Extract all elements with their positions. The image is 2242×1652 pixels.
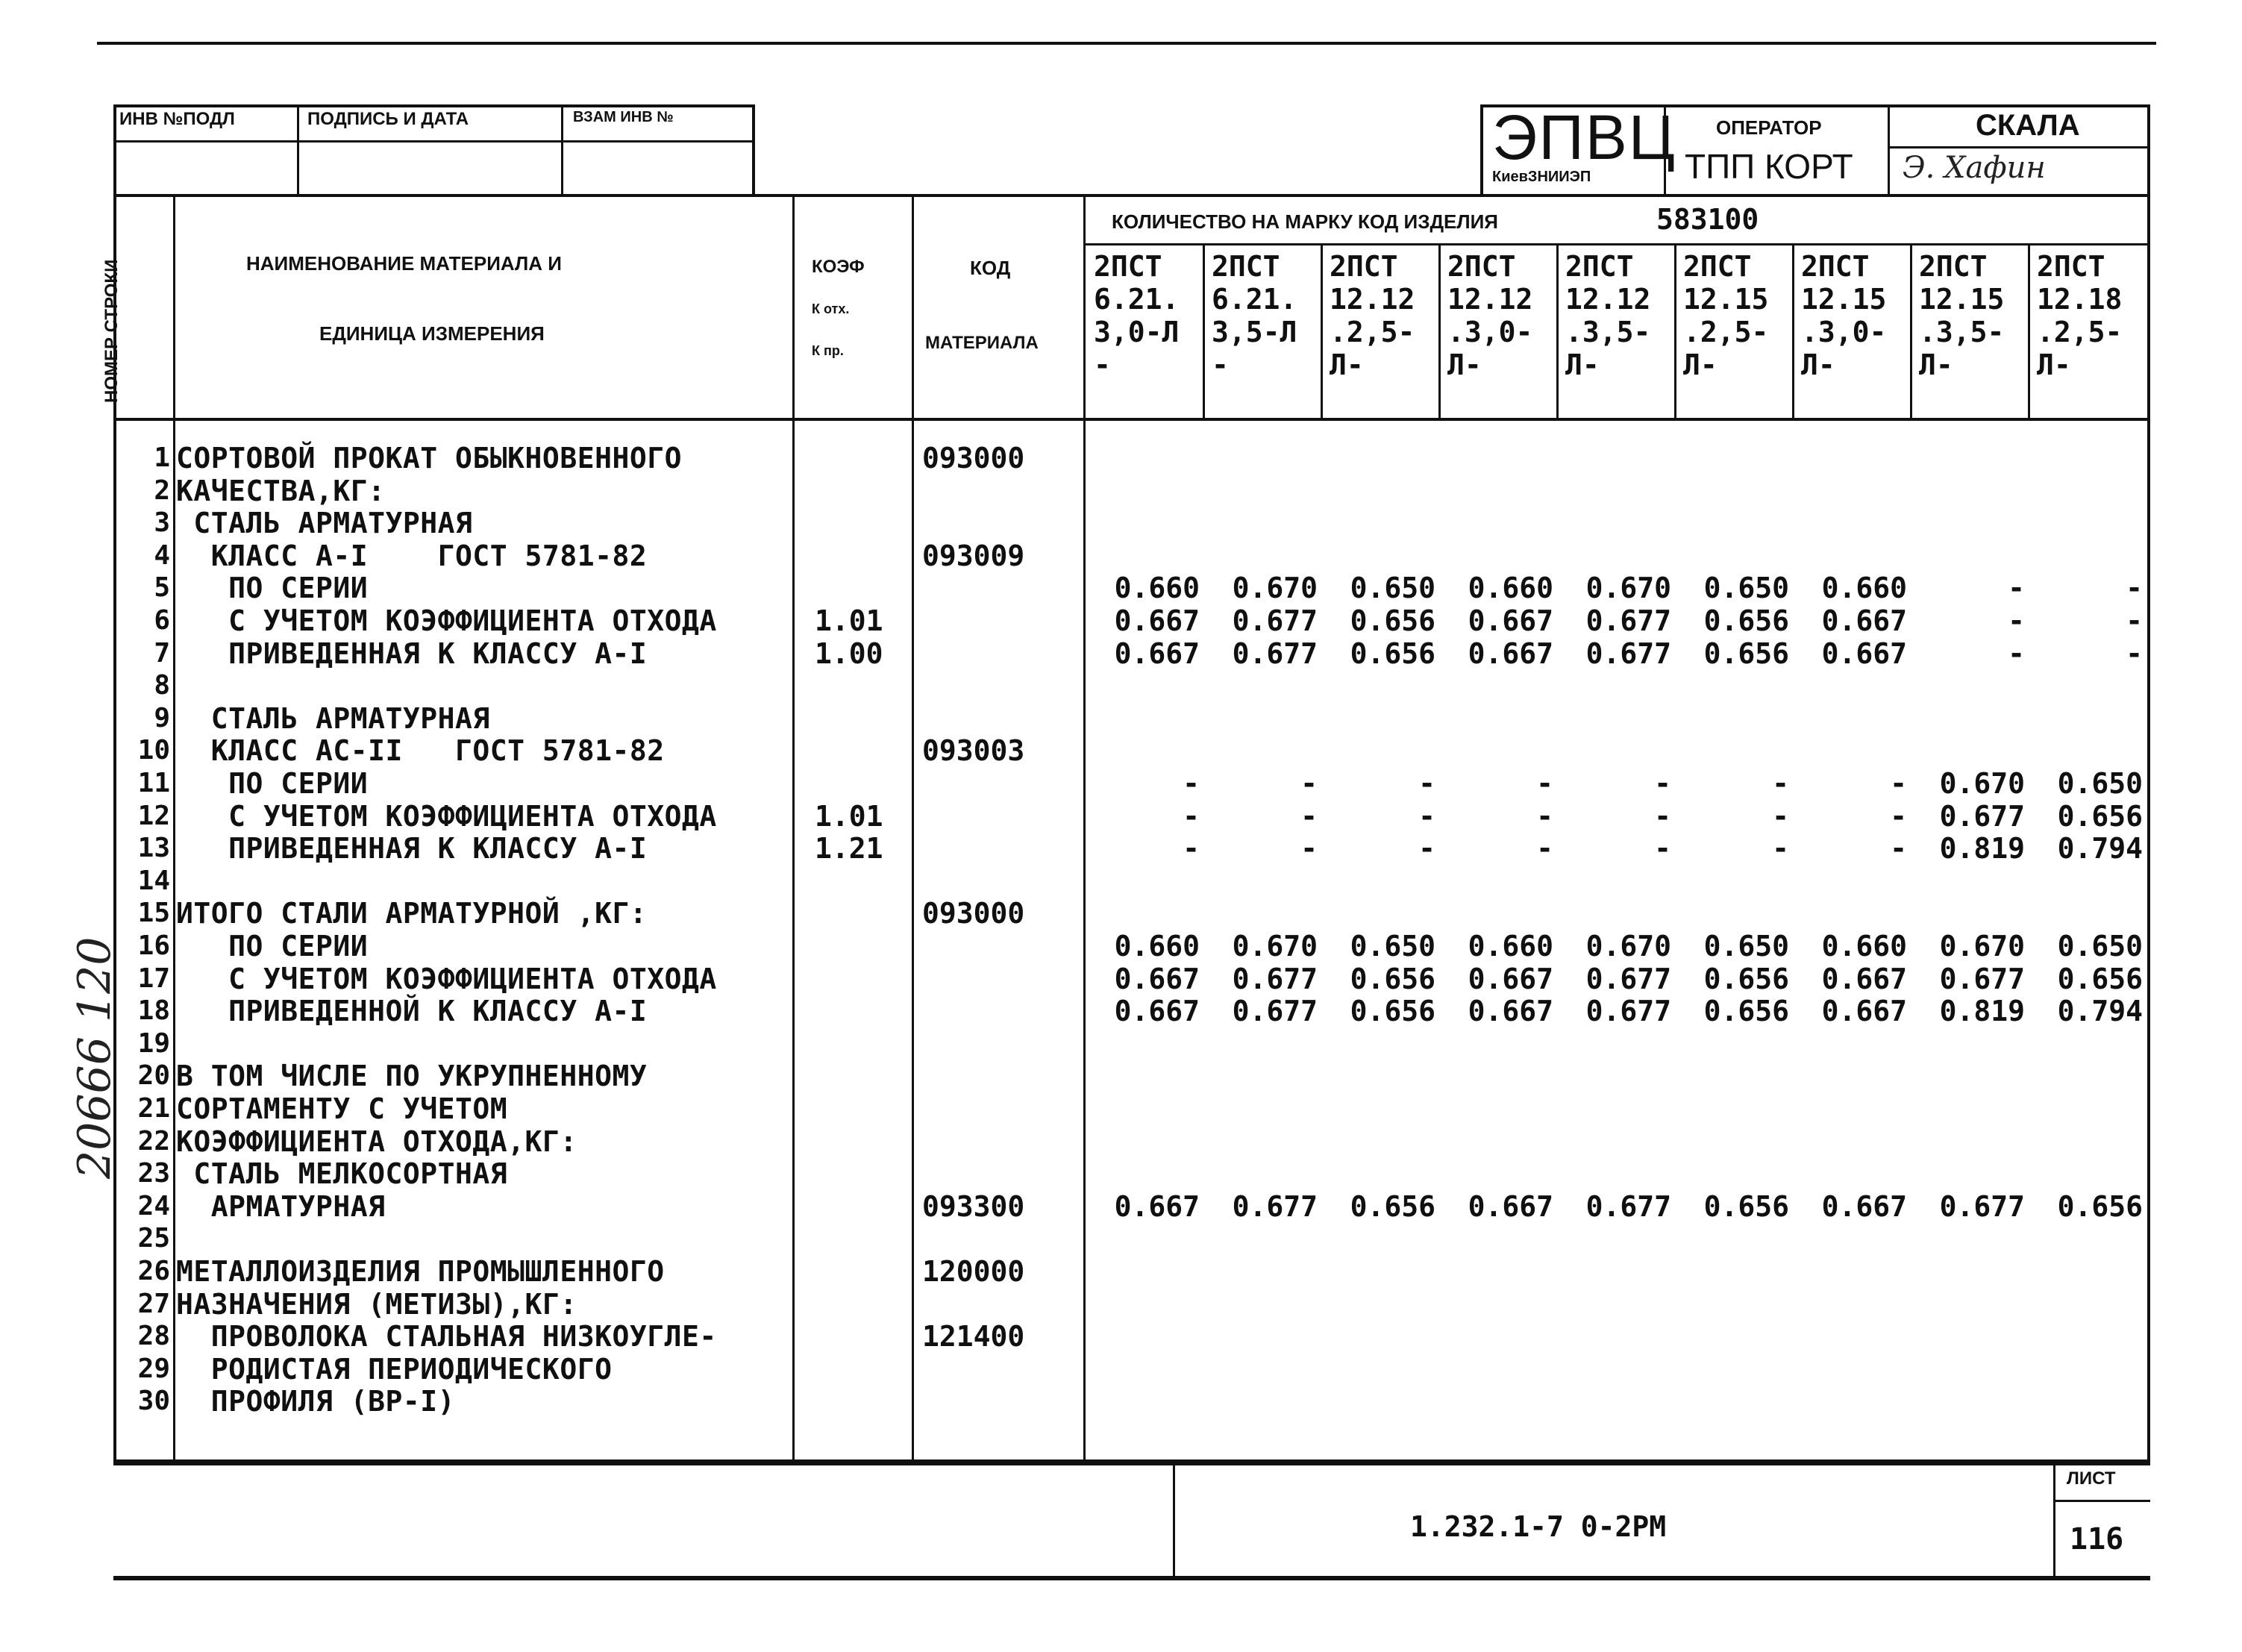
row-material-name: ПРИВЕДЕННОЙ К КЛАССУ А-I	[176, 995, 648, 1028]
row-number: 28	[137, 1321, 170, 1352]
row-material-name: С УЧЕТОМ КОЭФФИЦИЕНТА ОТХОДА	[176, 962, 717, 995]
signature-date-label: ПОДПИСЬ И ДАТА	[307, 109, 469, 129]
top-rule	[97, 42, 2156, 45]
product-column-2-l2: 6.21.	[1212, 283, 1297, 316]
row-value-col-6: 0.656	[1703, 636, 1789, 670]
row-value-col-9: 0.656	[2057, 1189, 2143, 1223]
row-value-col-1: 0.667	[1114, 604, 1200, 637]
product-column-3-l1: 2ПСТ	[1330, 250, 1398, 283]
product-column-8-l4: Л-	[1919, 348, 1953, 381]
row-value-col-5: 0.670	[1585, 572, 1671, 605]
product-column-7-l3: .3,0-	[1801, 316, 1887, 348]
row-material-name: ПРОФИЛЯ (ВР-I)	[176, 1385, 456, 1418]
row-material-name: СОРТОВОЙ ПРОКАТ ОБЫКНОВЕННОГО	[176, 442, 682, 475]
row-material-name: ПРИВЕДЕННАЯ К КЛАССУ А-I	[176, 636, 648, 670]
product-column-9-l4: Л-	[2037, 348, 2071, 381]
row-value-col-8: 0.677	[1939, 799, 2025, 833]
sheet-label: ЛИСТ	[2067, 1468, 2116, 1489]
row-value-col-3: 0.656	[1350, 962, 1435, 995]
row-value-col-6: -	[1772, 799, 1789, 833]
row-value-col-5: 0.677	[1585, 962, 1671, 995]
row-value-col-2: 0.670	[1232, 572, 1318, 605]
product-column-7-l4: Л-	[1801, 348, 1835, 381]
row-material-code: 121400	[922, 1320, 1025, 1354]
row-number: 11	[137, 768, 170, 798]
product-column-1-l4: -	[1094, 348, 1111, 381]
row-value-col-5: 0.677	[1585, 1189, 1671, 1223]
doc-code: 1.232.1-7 0-2РМ	[1410, 1510, 1667, 1543]
product-column-6-l3: .2,5-	[1683, 316, 1769, 348]
row-value-col-9: -	[2126, 604, 2143, 637]
row-value-col-8: 0.670	[1939, 930, 2025, 963]
row-value-col-9: 0.794	[2057, 995, 2143, 1028]
row-value-col-4: 0.667	[1468, 962, 1553, 995]
row-value-col-3: 0.656	[1350, 1189, 1435, 1223]
row-material-code: 093000	[922, 897, 1025, 930]
row-number: 9	[154, 702, 170, 733]
coef-header-line3: К пр.	[812, 343, 844, 358]
row-material-code: 120000	[922, 1255, 1025, 1288]
row-value-col-1: -	[1183, 767, 1200, 800]
row-number: 27	[137, 1288, 170, 1319]
row-value-col-4: 0.660	[1468, 572, 1553, 605]
row-material-name: РОДИСТАЯ ПЕРИОДИЧЕСКОГО	[176, 1352, 613, 1386]
coef-header-line2: К отх.	[812, 301, 850, 316]
row-value-col-9: 0.656	[2057, 962, 2143, 995]
product-column-6-l1: 2ПСТ	[1683, 250, 1752, 283]
code-header-line2: МАТЕРИАЛА	[925, 333, 1039, 353]
row-material-name: СТАЛЬ МЕЛКОСОРТНАЯ	[176, 1157, 508, 1191]
row-material-name: СТАЛЬ АРМАТУРНАЯ	[176, 701, 490, 735]
row-value-col-3: 0.656	[1350, 604, 1435, 637]
row-material-name: НАЗНАЧЕНИЯ (МЕТИЗЫ),КГ:	[176, 1287, 577, 1321]
row-number: 5	[154, 572, 170, 604]
row-value-col-6: 0.656	[1703, 962, 1789, 995]
product-column-3-l2: 12.12	[1330, 283, 1415, 316]
row-value-col-3: 0.656	[1350, 636, 1435, 670]
row-value-col-8: 0.819	[1939, 995, 2025, 1028]
coef-header-line1: КОЭФ	[812, 257, 865, 277]
row-value-col-4: 0.667	[1468, 1189, 1553, 1223]
row-value-col-7: 0.667	[1821, 604, 1907, 637]
product-column-1-l1: 2ПСТ	[1094, 250, 1162, 283]
row-number: 7	[154, 637, 170, 669]
product-column-2-l4: -	[1212, 348, 1229, 381]
row-number: 4	[154, 539, 170, 571]
row-value-col-7: 0.667	[1821, 962, 1907, 995]
product-column-9-l2: 12.18	[2037, 283, 2123, 316]
product-column-7-l2: 12.15	[1801, 283, 1887, 316]
row-value-col-8: -	[2008, 572, 2025, 605]
row-value-col-1: 0.667	[1114, 636, 1200, 670]
row-value-col-2: 0.677	[1232, 1189, 1318, 1223]
product-column-8-l1: 2ПСТ	[1919, 250, 1988, 283]
row-value-col-7: 0.667	[1821, 1189, 1907, 1223]
row-coefficient: 1.01	[815, 799, 883, 833]
row-value-col-7: 0.667	[1821, 995, 1907, 1028]
row-value-col-5: 0.677	[1585, 636, 1671, 670]
row-value-col-1: 0.660	[1114, 572, 1200, 605]
row-coefficient: 1.00	[815, 636, 883, 670]
signature: Э. Хафин	[1903, 151, 2046, 185]
row-value-col-4: -	[1536, 799, 1553, 833]
row-value-col-8: 0.670	[1939, 767, 2025, 800]
row-number: 22	[137, 1125, 170, 1157]
row-material-name: С УЧЕТОМ КОЭФФИЦИЕНТА ОТХОДА	[176, 604, 717, 637]
row-value-col-4: 0.660	[1468, 930, 1553, 963]
product-column-7-l1: 2ПСТ	[1801, 250, 1870, 283]
row-value-col-5: 0.670	[1585, 930, 1671, 963]
row-value-col-9: 0.656	[2057, 799, 2143, 833]
row-value-col-3: -	[1418, 832, 1435, 866]
row-value-col-4: 0.667	[1468, 995, 1553, 1028]
row-number: 17	[137, 963, 170, 994]
row-value-col-2: 0.677	[1232, 962, 1318, 995]
row-number: 12	[137, 800, 170, 831]
margin-note: 20666 120	[69, 936, 121, 1179]
row-value-col-4: 0.667	[1468, 636, 1553, 670]
name-header-line1: НАИМЕНОВАНИЕ МАТЕРИАЛА И	[246, 252, 562, 275]
row-number: 20	[137, 1060, 170, 1092]
row-material-name: ПО СЕРИИ	[176, 767, 369, 800]
row-material-name: СТАЛЬ АРМАТУРНАЯ	[176, 507, 473, 540]
row-material-name: ПРИВЕДЕННАЯ К КЛАССУ А-I	[176, 832, 648, 866]
product-column-8-l3: .3,5-	[1919, 316, 2005, 348]
row-value-col-7: 0.667	[1821, 636, 1907, 670]
row-value-col-9: 0.650	[2057, 930, 2143, 963]
name-header-line2: ЕДИНИЦА ИЗМЕРЕНИЯ	[319, 322, 545, 345]
row-value-col-9: -	[2126, 636, 2143, 670]
row-value-col-2: -	[1300, 767, 1318, 800]
product-column-4-l4: Л-	[1447, 348, 1482, 381]
row-number: 15	[137, 898, 170, 929]
row-number: 26	[137, 1256, 170, 1286]
row-value-col-2: 0.677	[1232, 995, 1318, 1028]
product-column-3-l3: .2,5-	[1330, 316, 1415, 348]
row-value-col-5: -	[1654, 767, 1671, 800]
row-value-col-9: -	[2126, 572, 2143, 605]
row-coefficient: 1.21	[815, 832, 883, 866]
product-column-5-l3: .3,5-	[1565, 316, 1651, 348]
row-value-col-2: 0.677	[1232, 604, 1318, 637]
row-value-col-7: -	[1890, 832, 1907, 866]
row-material-code: 093003	[922, 734, 1025, 768]
row-material-name: КЛАСС А-I ГОСТ 5781-82	[176, 539, 648, 572]
product-column-1-l3: 3,0-Л	[1094, 316, 1180, 348]
row-material-name: ПРОВОЛОКА СТАЛЬНАЯ НИЗКОУГЛЕ-	[176, 1320, 717, 1354]
row-value-col-6: -	[1772, 832, 1789, 866]
row-number-header: НОМЕР СТРОКИ	[101, 259, 122, 403]
row-value-col-7: -	[1890, 799, 1907, 833]
row-value-col-1: 0.667	[1114, 1189, 1200, 1223]
vzam-inv-label: ВЗАМ ИНВ №	[573, 109, 674, 125]
row-coefficient: 1.01	[815, 604, 883, 637]
row-value-col-6: -	[1772, 767, 1789, 800]
row-value-col-1: 0.660	[1114, 930, 1200, 963]
sheet-number: 116	[2070, 1522, 2124, 1556]
row-value-col-6: 0.656	[1703, 995, 1789, 1028]
row-number: 13	[137, 833, 170, 864]
row-material-code: 093009	[922, 539, 1025, 572]
row-number: 16	[137, 930, 170, 961]
row-material-name: КЛАСС АС-II ГОСТ 5781-82	[176, 734, 665, 768]
row-value-col-3: 0.656	[1350, 995, 1435, 1028]
row-value-col-8: -	[2008, 604, 2025, 637]
row-value-col-7: 0.660	[1821, 930, 1907, 963]
product-column-4-l2: 12.12	[1447, 283, 1533, 316]
row-material-name: ПО СЕРИИ	[176, 930, 369, 963]
row-number: 23	[137, 1158, 170, 1189]
row-value-col-9: 0.650	[2057, 767, 2143, 800]
row-value-col-2: 0.677	[1232, 636, 1318, 670]
product-column-3-l4: Л-	[1330, 348, 1364, 381]
product-column-6-l2: 12.15	[1683, 283, 1769, 316]
org-logo: ЭПВЦ	[1492, 102, 1676, 172]
product-column-1-l2: 6.21.	[1094, 283, 1180, 316]
row-value-col-5: -	[1654, 799, 1671, 833]
row-value-col-4: -	[1536, 832, 1553, 866]
row-material-name: ПО СЕРИИ	[176, 572, 369, 605]
row-value-col-1: -	[1183, 799, 1200, 833]
row-value-col-5: 0.677	[1585, 604, 1671, 637]
row-value-col-7: 0.660	[1821, 572, 1907, 605]
row-number: 2	[154, 475, 170, 506]
row-value-col-7: -	[1890, 767, 1907, 800]
row-number: 14	[137, 865, 170, 896]
row-number: 19	[137, 1027, 170, 1059]
row-number: 21	[137, 1093, 170, 1124]
row-material-code: 093300	[922, 1189, 1025, 1223]
row-value-col-6: 0.650	[1703, 930, 1789, 963]
row-value-col-4: 0.667	[1468, 604, 1553, 637]
row-value-col-3: 0.650	[1350, 930, 1435, 963]
row-number: 10	[137, 735, 170, 766]
org-logo-sub: КиевЗНИИЭП	[1492, 169, 1591, 185]
row-number: 30	[137, 1386, 170, 1417]
row-value-col-5: 0.677	[1585, 995, 1671, 1028]
row-value-col-6: 0.650	[1703, 572, 1789, 605]
product-column-5-l2: 12.12	[1565, 283, 1651, 316]
row-number: 3	[154, 507, 170, 539]
product-column-5-l1: 2ПСТ	[1565, 250, 1634, 283]
row-value-col-2: 0.670	[1232, 930, 1318, 963]
row-number: 25	[137, 1223, 170, 1254]
row-value-col-3: -	[1418, 767, 1435, 800]
row-value-col-8: -	[2008, 636, 2025, 670]
row-number: 6	[154, 605, 170, 636]
product-column-4-l3: .3,0-	[1447, 316, 1533, 348]
row-material-name: КАЧЕСТВА,КГ:	[176, 474, 386, 507]
row-value-col-1: 0.667	[1114, 962, 1200, 995]
row-material-name: С УЧЕТОМ КОЭФФИЦИЕНТА ОТХОДА	[176, 799, 717, 833]
code-header-line1: КОД	[970, 257, 1011, 279]
row-material-name: КОЭФФИЦИЕНТА ОТХОДА,КГ:	[176, 1124, 577, 1158]
product-column-9-l3: .2,5-	[2037, 316, 2123, 348]
row-value-col-2: -	[1300, 832, 1318, 866]
row-number: 8	[154, 670, 170, 701]
row-material-name: МЕТАЛЛОИЗДЕЛИЯ ПРОМЫШЛЕННОГО	[176, 1255, 665, 1288]
row-value-col-4: -	[1536, 767, 1553, 800]
row-value-col-2: -	[1300, 799, 1318, 833]
qty-header: КОЛИЧЕСТВО НА МАРКУ КОД ИЗДЕЛИЯ	[1112, 210, 1498, 233]
row-number: 29	[137, 1353, 170, 1384]
row-value-col-3: 0.650	[1350, 572, 1435, 605]
operator-label: ОПЕРАТОР	[1716, 116, 1822, 139]
product-column-9-l1: 2ПСТ	[2037, 250, 2105, 283]
row-value-col-9: 0.794	[2057, 832, 2143, 866]
row-value-col-3: -	[1418, 799, 1435, 833]
system-name: СКАЛА	[1976, 109, 2080, 142]
row-value-col-6: 0.656	[1703, 1189, 1789, 1223]
row-value-col-8: 0.677	[1939, 962, 2025, 995]
row-material-name: СОРТАМЕНТУ С УЧЕТОМ	[176, 1092, 508, 1125]
row-material-name: ИТОГО СТАЛИ АРМАТУРНОЙ ,КГ:	[176, 897, 648, 930]
row-number: 18	[137, 995, 170, 1027]
row-material-code: 093000	[922, 442, 1025, 475]
row-number: 1	[154, 442, 170, 473]
inv-podl-label: ИНВ №ПОДЛ	[119, 109, 235, 129]
row-value-col-8: 0.677	[1939, 1189, 2025, 1223]
product-column-5-l4: Л-	[1565, 348, 1600, 381]
row-value-col-5: -	[1654, 832, 1671, 866]
row-value-col-6: 0.656	[1703, 604, 1789, 637]
product-code: 583100	[1656, 203, 1759, 236]
row-value-col-1: 0.667	[1114, 995, 1200, 1028]
product-column-6-l4: Л-	[1683, 348, 1717, 381]
row-value-col-8: 0.819	[1939, 832, 2025, 866]
row-material-name: В ТОМ ЧИСЛЕ ПО УКРУПНЕННОМУ	[176, 1060, 648, 1093]
product-column-4-l1: 2ПСТ	[1447, 250, 1516, 283]
operator-value: ТПП КОРТ	[1685, 147, 1853, 186]
row-number: 24	[137, 1190, 170, 1221]
product-column-2-l1: 2ПСТ	[1212, 250, 1280, 283]
product-column-2-l3: 3,5-Л	[1212, 316, 1297, 348]
row-material-name: АРМАТУРНАЯ	[176, 1189, 386, 1223]
product-column-8-l2: 12.15	[1919, 283, 2005, 316]
row-value-col-1: -	[1183, 832, 1200, 866]
